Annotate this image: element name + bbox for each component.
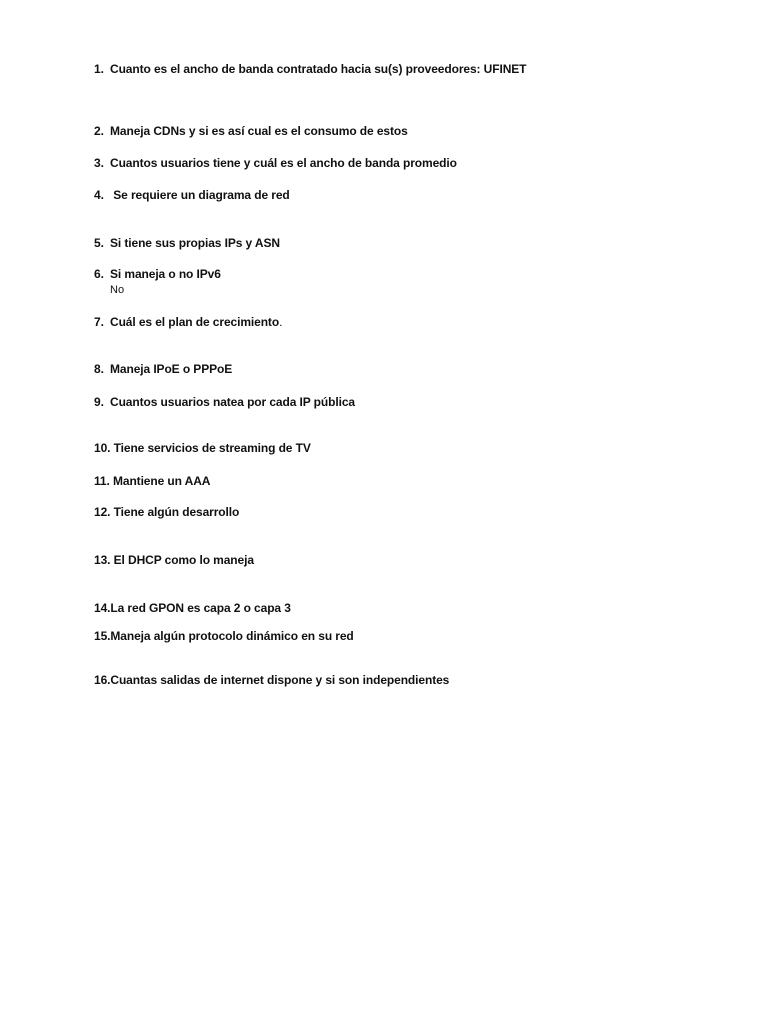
question-number: 8.: [94, 362, 104, 376]
question-5: [94, 236, 280, 250]
question-6: [94, 267, 221, 281]
question-text: Maneja CDNs y si es así cual es el consumo de estos: [110, 124, 408, 138]
question-16: [94, 673, 449, 687]
answer-6: No: [110, 284, 125, 296]
question-11: [94, 474, 210, 488]
question-7: [94, 315, 282, 329]
question-number: 4.: [94, 188, 104, 202]
question-number: 6.: [94, 267, 104, 281]
question-number: 10.: [94, 441, 111, 455]
question-text: Si tiene sus propias IPs y ASN: [110, 236, 280, 250]
question-number: 11.: [94, 474, 110, 488]
question-15: [94, 629, 354, 643]
question-number: 13.: [94, 553, 111, 567]
question-text: Tiene servicios de streaming de TV: [113, 441, 311, 455]
question-13: [94, 553, 254, 567]
question-text: La red GPON es capa 2 o capa 3: [110, 601, 291, 615]
question-number: 5.: [94, 236, 104, 250]
question-number: 9.: [94, 395, 104, 409]
question-9: [94, 395, 355, 409]
question-10: [94, 441, 311, 455]
question-1: [94, 62, 526, 76]
question-text: Cuál es el plan de crecimiento: [110, 315, 280, 329]
question-8: [94, 362, 232, 376]
question-text: Cuantos usuarios tiene y cuál es el ancho de banda promedio: [110, 156, 457, 170]
question-number: 15.: [94, 629, 111, 643]
question-2: [94, 124, 408, 138]
question-text: Se requiere un diagrama de red: [110, 188, 290, 202]
question-3: [94, 156, 457, 170]
question-text: Tiene algún desarrollo: [113, 505, 240, 519]
question-text: Mantiene un AAA: [112, 474, 211, 488]
question-number: 7.: [94, 315, 104, 329]
question-number: 1.: [94, 62, 104, 76]
question-4: [94, 188, 290, 202]
question-text: Cuantos usuarios natea por cada IP pública: [110, 395, 355, 409]
question-text: Cuanto es el ancho de banda contratado hacia su(s) proveedores: UFINET: [110, 62, 527, 76]
question-text: Cuantas salidas de internet dispone y si son independientes: [110, 673, 450, 687]
question-12: [94, 505, 239, 519]
question-text: Si maneja o no IPv6: [110, 267, 221, 281]
question-number: 2.: [94, 124, 104, 138]
question-text: Maneja IPoE o PPPoE: [110, 362, 233, 376]
question-text: Maneja algún protocolo dinámico en su red: [110, 629, 354, 643]
question-text: El DHCP como lo maneja: [113, 553, 254, 567]
question-number: 14.: [94, 601, 111, 615]
question-14: [94, 601, 291, 615]
question-number: 12.: [94, 505, 111, 519]
question-number: 16.: [94, 673, 111, 687]
question-number: 3.: [94, 156, 104, 170]
question-trailing-period: .: [279, 315, 283, 329]
